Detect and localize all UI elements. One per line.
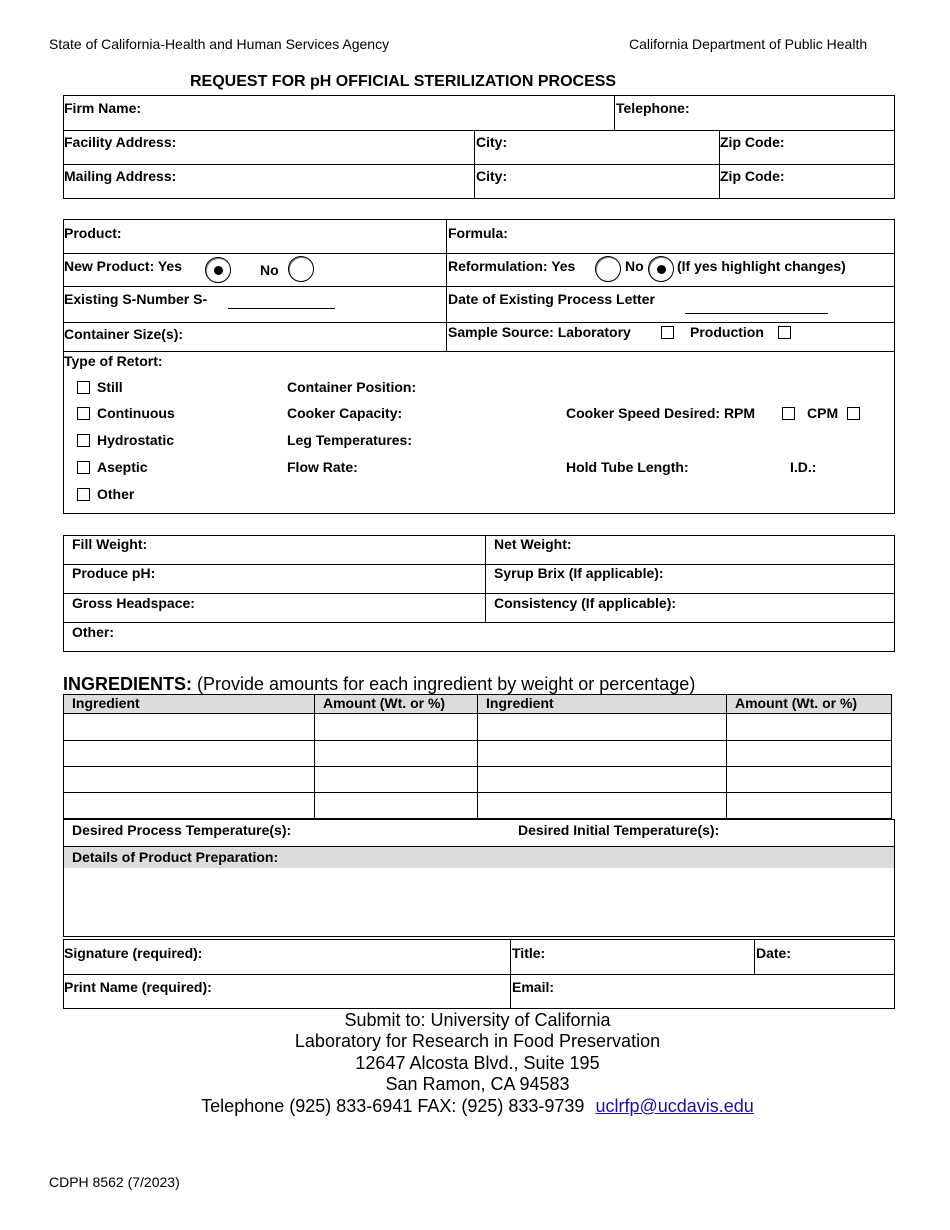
mailing-city-field[interactable]: City:: [476, 168, 508, 184]
retort-other-label: Other: [97, 486, 135, 502]
telephone-field[interactable]: Telephone:: [616, 100, 690, 116]
formula-field[interactable]: Formula:: [448, 225, 508, 241]
reformulation-note: (If yes highlight changes): [677, 258, 846, 274]
other-field[interactable]: Other:: [72, 624, 114, 640]
ingredient-col-header-2: Ingredient: [486, 695, 554, 711]
new-product-no-radio[interactable]: [288, 256, 314, 282]
retort-other-checkbox[interactable]: [77, 488, 90, 501]
street-address-line: 12647 Alcosta Blvd., Suite 195: [355, 1053, 600, 1073]
sample-production-label: Production: [690, 324, 764, 340]
desired-initial-temp-field[interactable]: Desired Initial Temperature(s):: [518, 822, 720, 838]
sample-source-label: Sample Source: Laboratory: [448, 324, 631, 340]
facility-address-field[interactable]: Facility Address:: [64, 134, 177, 150]
sample-laboratory-checkbox[interactable]: [661, 326, 674, 339]
retort-still-label: Still: [97, 379, 123, 395]
contact-email-link[interactable]: uclrfp@ucdavis.edu: [595, 1096, 754, 1116]
syrup-brix-field[interactable]: Syrup Brix (If applicable):: [494, 565, 664, 581]
form-title: REQUEST FOR pH OFFICIAL STERILIZATION PROCESS: [190, 73, 617, 90]
produce-ph-field[interactable]: Produce pH:: [72, 565, 156, 581]
hold-tube-id-field[interactable]: I.D.:: [790, 459, 817, 475]
cooker-capacity-field[interactable]: Cooker Capacity:: [287, 405, 403, 421]
hold-tube-length-field[interactable]: Hold Tube Length:: [566, 459, 689, 475]
agency-name: State of California-Health and Human Services Agency: [49, 36, 390, 52]
ingredients-heading: [63, 674, 695, 695]
amount-col-header: Amount (Wt. or %): [323, 695, 446, 711]
retort-hydrostatic-checkbox[interactable]: [77, 434, 90, 447]
leg-temperatures-field[interactable]: Leg Temperatures:: [287, 432, 412, 448]
firm-name-field[interactable]: Firm Name:: [64, 100, 142, 116]
fill-weight-field[interactable]: Fill Weight:: [72, 536, 148, 552]
container-position-field[interactable]: Container Position:: [287, 379, 417, 395]
form-number: CDPH 8562 (7/2023): [49, 1174, 180, 1190]
ingredients-title: INGREDIENTS:: [63, 674, 193, 694]
retort-hydrostatic-label: Hydrostatic: [97, 432, 175, 448]
facility-city-field[interactable]: City:: [476, 134, 508, 150]
reformulation-no-radio[interactable]: [648, 256, 674, 282]
contact-line: [0, 1096, 950, 1117]
retort-continuous-label: Continuous: [97, 405, 175, 421]
desired-process-temp-field[interactable]: Desired Process Temperature(s):: [72, 822, 292, 838]
type-of-retort-label: Type of Retort:: [64, 353, 163, 369]
signature-date-field[interactable]: Date:: [756, 945, 792, 961]
reformulation-no-label: No: [625, 258, 644, 274]
date-existing-letter-label: Date of Existing Process Letter: [448, 291, 655, 307]
phone-fax-text: Telephone (925) 833-6941 FAX: (925) 833-9739: [201, 1096, 585, 1116]
ingredients-instruction: (Provide amounts for each ingredient by weight or percentage): [197, 674, 696, 694]
submit-to-line: Submit to: University of California: [344, 1010, 611, 1030]
new-product-yes-radio[interactable]: [205, 257, 231, 283]
new-product-label: New Product: Yes: [64, 258, 183, 274]
mailing-zip-field[interactable]: Zip Code:: [720, 168, 785, 184]
existing-s-number-input[interactable]: [228, 308, 335, 309]
ingredient-col-header: Ingredient: [72, 695, 140, 711]
lab-name-line: Laboratory for Research in Food Preservation: [294, 1031, 661, 1051]
gross-headspace-field[interactable]: Gross Headspace:: [72, 595, 195, 611]
sample-production-checkbox[interactable]: [778, 326, 791, 339]
details-preparation-label: Details of Product Preparation:: [72, 849, 279, 865]
net-weight-field[interactable]: Net Weight:: [494, 536, 572, 552]
department-name: California Department of Public Health: [629, 36, 868, 52]
details-preparation-input[interactable]: [64, 868, 894, 936]
new-product-no-label: No: [260, 262, 279, 278]
retort-aseptic-checkbox[interactable]: [77, 461, 90, 474]
print-name-field[interactable]: Print Name (required):: [64, 979, 212, 995]
city-state-line: San Ramon, CA 94583: [385, 1074, 570, 1094]
consistency-field[interactable]: Consistency (If applicable):: [494, 595, 677, 611]
mailing-address-field[interactable]: Mailing Address:: [64, 168, 177, 184]
date-existing-letter-input[interactable]: [685, 313, 828, 314]
reformulation-label: Reformulation: Yes: [448, 258, 576, 274]
cooker-speed-rpm-checkbox[interactable]: [782, 407, 795, 420]
signature-field[interactable]: Signature (required):: [64, 945, 203, 961]
cooker-speed-cpm-label: CPM: [807, 405, 839, 421]
existing-s-number-label: Existing S-Number S-: [64, 291, 208, 307]
retort-still-checkbox[interactable]: [77, 381, 90, 394]
retort-continuous-checkbox[interactable]: [77, 407, 90, 420]
facility-zip-field[interactable]: Zip Code:: [720, 134, 785, 150]
amount-col-header-2: Amount (Wt. or %): [735, 695, 858, 711]
signer-title-field[interactable]: Title:: [512, 945, 546, 961]
cooker-speed-cpm-checkbox[interactable]: [847, 407, 860, 420]
reformulation-yes-radio[interactable]: [595, 256, 621, 282]
product-field[interactable]: Product:: [64, 225, 122, 241]
cooker-speed-label: Cooker Speed Desired: RPM: [566, 405, 756, 421]
email-field[interactable]: Email:: [512, 979, 555, 995]
flow-rate-field[interactable]: Flow Rate:: [287, 459, 358, 475]
container-sizes-field[interactable]: Container Size(s):: [64, 326, 184, 342]
retort-aseptic-label: Aseptic: [97, 459, 148, 475]
